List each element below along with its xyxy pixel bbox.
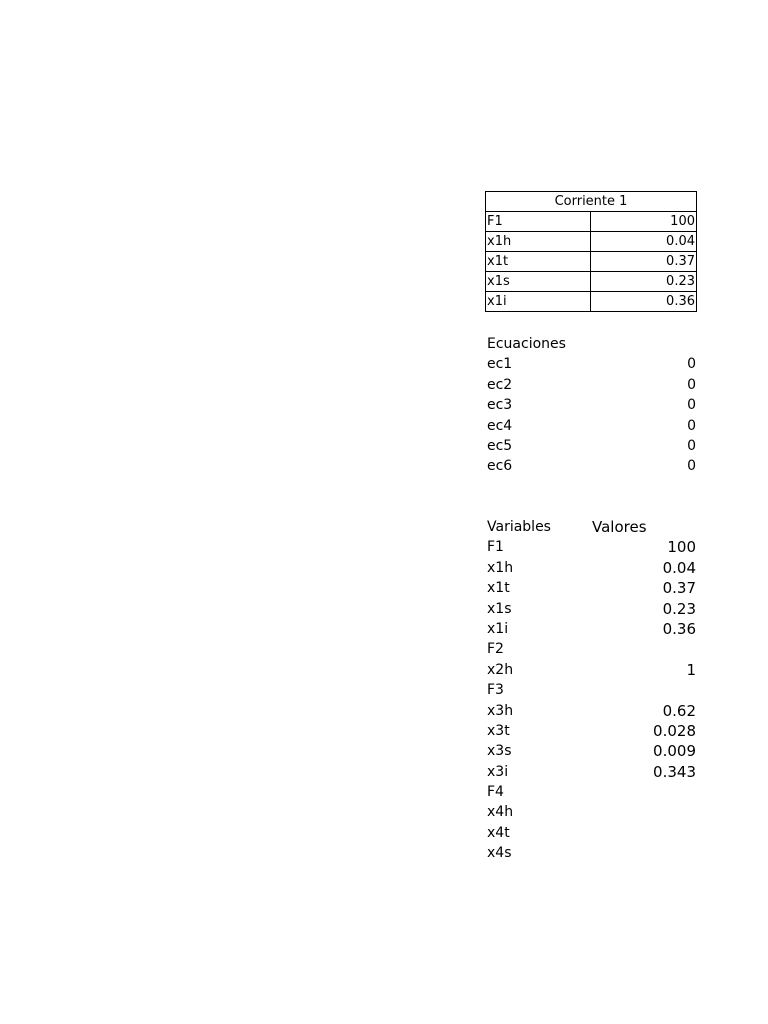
variable-row bbox=[487, 599, 696, 619]
variable-row bbox=[487, 578, 696, 598]
valores-header-label[interactable]: Valores bbox=[592, 518, 647, 536]
variable-label[interactable]: F2 bbox=[487, 641, 504, 658]
variable-label[interactable]: x4t bbox=[487, 824, 510, 841]
variable-row bbox=[487, 762, 696, 782]
variable-label[interactable]: x2h bbox=[487, 661, 514, 678]
variable-value[interactable]: 0.36 bbox=[662, 619, 696, 638]
corriente-row bbox=[486, 232, 697, 252]
variables-header-row bbox=[487, 517, 696, 537]
corriente-row bbox=[486, 252, 697, 272]
variable-row bbox=[487, 721, 696, 741]
variable-row bbox=[487, 619, 696, 639]
variable-value[interactable]: 0.62 bbox=[662, 701, 696, 720]
ecuacion-row bbox=[487, 395, 696, 415]
variable-row bbox=[487, 741, 696, 761]
variable-label[interactable]: x1i bbox=[487, 620, 509, 637]
variable-row bbox=[487, 537, 696, 557]
ecuaciones-block bbox=[487, 334, 696, 477]
ecuacion-value[interactable]: 0 bbox=[687, 458, 696, 475]
ecuaciones-header-row bbox=[487, 334, 696, 354]
variable-row bbox=[487, 701, 696, 721]
variable-row bbox=[487, 802, 696, 822]
variable-row bbox=[487, 843, 696, 863]
ecuacion-row bbox=[487, 456, 696, 476]
variable-row bbox=[487, 823, 696, 843]
ecuacion-label[interactable]: ec6 bbox=[487, 458, 513, 475]
corriente-header-row bbox=[486, 192, 697, 212]
corriente-cell-label[interactable]: x1t bbox=[486, 252, 591, 272]
ecuacion-value[interactable]: 0 bbox=[687, 397, 696, 414]
variable-label[interactable]: x3h bbox=[487, 702, 514, 719]
variable-label[interactable]: x1s bbox=[487, 600, 512, 617]
variable-value[interactable]: 0.343 bbox=[653, 762, 696, 781]
variable-label[interactable]: x1t bbox=[487, 580, 510, 597]
variable-value[interactable]: 0.23 bbox=[662, 599, 696, 618]
ecuacion-label[interactable]: ec2 bbox=[487, 376, 513, 393]
variable-value[interactable]: 0.37 bbox=[662, 579, 696, 598]
variable-value[interactable]: 0.009 bbox=[653, 742, 696, 761]
ecuacion-label[interactable]: ec3 bbox=[487, 397, 513, 414]
variable-label[interactable]: F3 bbox=[487, 682, 504, 699]
variable-value[interactable]: 0.04 bbox=[662, 558, 696, 577]
ecuacion-value[interactable]: 0 bbox=[687, 356, 696, 373]
corriente-row bbox=[486, 272, 697, 292]
variable-label[interactable]: F1 bbox=[487, 539, 504, 556]
ecuacion-label[interactable]: ec4 bbox=[487, 417, 513, 434]
variable-row bbox=[487, 660, 696, 680]
corriente-cell-label[interactable]: F1 bbox=[486, 212, 591, 232]
ecuacion-value[interactable]: 0 bbox=[687, 417, 696, 434]
corriente-cell-label[interactable]: x1h bbox=[486, 232, 591, 252]
corriente-title[interactable]: Corriente 1 bbox=[486, 192, 697, 212]
corriente-cell-value[interactable]: 0.23 bbox=[591, 272, 697, 292]
corriente-row bbox=[486, 212, 697, 232]
corriente-cell-value[interactable]: 0.04 bbox=[591, 232, 697, 252]
ecuacion-row bbox=[487, 375, 696, 395]
corriente-table bbox=[485, 191, 697, 312]
corriente-cell-label[interactable]: x1s bbox=[486, 272, 591, 292]
corriente-cell-value[interactable]: 100 bbox=[591, 212, 697, 232]
variable-row bbox=[487, 639, 696, 659]
corriente-row bbox=[486, 292, 697, 312]
variable-row bbox=[487, 558, 696, 578]
variable-label[interactable]: x3t bbox=[487, 722, 510, 739]
variables-header-label[interactable]: Variables bbox=[487, 519, 551, 535]
ecuacion-value[interactable]: 0 bbox=[687, 437, 696, 454]
variable-row bbox=[487, 680, 696, 700]
ecuacion-row bbox=[487, 436, 696, 456]
variables-block bbox=[487, 517, 696, 864]
variable-label[interactable]: x3s bbox=[487, 743, 512, 760]
ecuaciones-title[interactable]: Ecuaciones bbox=[487, 336, 566, 352]
variable-row bbox=[487, 782, 696, 802]
corriente-cell-value[interactable]: 0.36 bbox=[591, 292, 697, 312]
corriente-cell-value[interactable]: 0.37 bbox=[591, 252, 697, 272]
variable-value[interactable]: 1 bbox=[686, 660, 696, 679]
ecuacion-label[interactable]: ec5 bbox=[487, 437, 513, 454]
variable-value[interactable]: 100 bbox=[667, 538, 696, 557]
variable-label[interactable]: F4 bbox=[487, 784, 504, 801]
ecuacion-row bbox=[487, 416, 696, 436]
variable-label[interactable]: x3i bbox=[487, 763, 509, 780]
ecuacion-label[interactable]: ec1 bbox=[487, 356, 513, 373]
variable-label[interactable]: x4h bbox=[487, 804, 514, 821]
corriente-cell-label[interactable]: x1i bbox=[486, 292, 591, 312]
variable-label[interactable]: x4s bbox=[487, 845, 512, 862]
variable-value[interactable]: 0.028 bbox=[653, 721, 696, 740]
ecuacion-row bbox=[487, 354, 696, 374]
ecuacion-value[interactable]: 0 bbox=[687, 376, 696, 393]
variable-label[interactable]: x1h bbox=[487, 559, 514, 576]
